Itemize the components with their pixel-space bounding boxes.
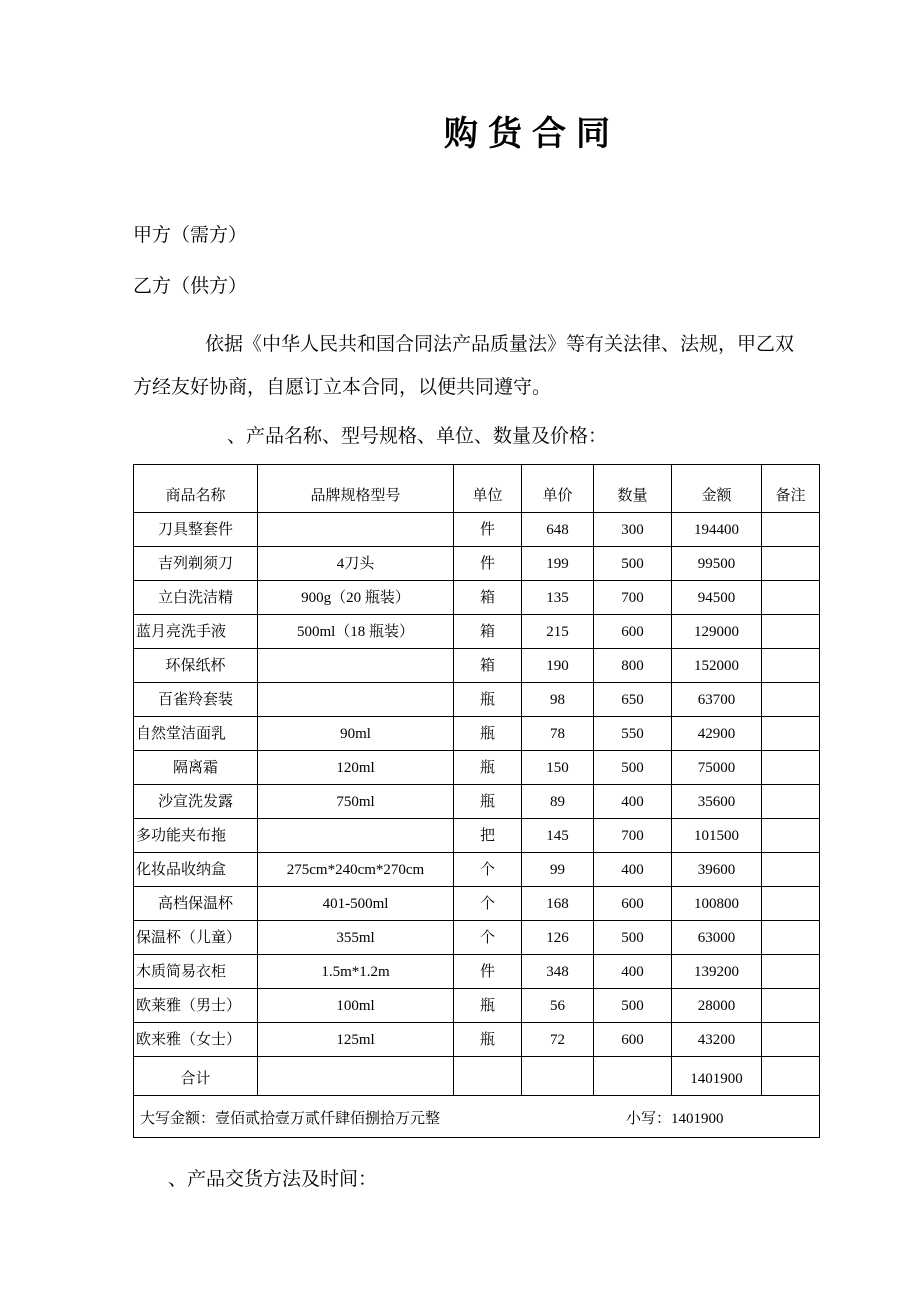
table-cell: 355ml [258, 921, 454, 955]
table-cell: 39600 [672, 853, 762, 887]
table-cell: 800 [594, 649, 672, 683]
table-cell [454, 1057, 522, 1096]
table-cell: 箱 [454, 649, 522, 683]
table-cell: 126 [522, 921, 594, 955]
table-row [134, 955, 820, 989]
table-cell: 28000 [672, 989, 762, 1023]
table-cell: 件 [454, 547, 522, 581]
table-cell: 94500 [672, 581, 762, 615]
table-cell [762, 615, 820, 649]
table-row [134, 547, 820, 581]
table-cell [762, 853, 820, 887]
table-cell: 90ml [258, 717, 454, 751]
table-cell [762, 785, 820, 819]
table-cell: 750ml [258, 785, 454, 819]
table-body [134, 513, 820, 1096]
table-cell: 瓶 [454, 785, 522, 819]
table-cell: 150 [522, 751, 594, 785]
table-row [134, 785, 820, 819]
table-cell: 把 [454, 819, 522, 853]
table-cell: 立白洗洁精 [134, 581, 258, 615]
table-cell: 125ml [258, 1023, 454, 1057]
table-cell [258, 683, 454, 717]
table-cell: 高档保温杯 [134, 887, 258, 921]
table-cell: 欧来雅（女士） [134, 1023, 258, 1057]
intro-line-1: 依据《中华人民共和国合同法产品质量法》等有关法律、法规，甲乙双 [205, 334, 795, 355]
table-row [134, 921, 820, 955]
table-header-cell: 商品名称 [134, 465, 258, 513]
table-cell: 700 [594, 819, 672, 853]
table-row [134, 751, 820, 785]
intro-paragraph [133, 323, 819, 409]
table-cell: 35600 [672, 785, 762, 819]
table-cell [762, 683, 820, 717]
table-cell: 89 [522, 785, 594, 819]
table-cell: 550 [594, 717, 672, 751]
table-cell: 沙宣洗发露 [134, 785, 258, 819]
table-row [134, 819, 820, 853]
amount-words-cell [134, 1096, 820, 1138]
table-cell [762, 717, 820, 751]
table-cell: 600 [594, 1023, 672, 1057]
table-cell: 401-500ml [258, 887, 454, 921]
table-header-row [134, 465, 820, 513]
table-cell [594, 1057, 672, 1096]
table-cell [258, 819, 454, 853]
table-cell: 500 [594, 547, 672, 581]
table-cell: 900g（20 瓶装） [258, 581, 454, 615]
table-cell: 保温杯（儿童） [134, 921, 258, 955]
table-cell: 400 [594, 853, 672, 887]
table-row [134, 1023, 820, 1057]
table-cell: 欧莱雅（男士） [134, 989, 258, 1023]
table-cell: 瓶 [454, 989, 522, 1023]
table-cell: 箱 [454, 615, 522, 649]
table-cell [762, 751, 820, 785]
table-cell: 145 [522, 819, 594, 853]
table-header-cell: 金额 [672, 465, 762, 513]
table-cell [258, 1057, 454, 1096]
document-title: 购货合同 [444, 116, 620, 153]
table-row [134, 683, 820, 717]
table-cell [522, 1057, 594, 1096]
table-cell [258, 513, 454, 547]
table-cell [762, 921, 820, 955]
table-cell [762, 1023, 820, 1057]
table-cell: 63000 [672, 921, 762, 955]
table-cell: 72 [522, 1023, 594, 1057]
amount-in-words: 大写金额：壹佰贰拾壹万贰仟肆佰捌拾万元整 [140, 1111, 441, 1127]
amount-in-figures: 小写：1401900 [626, 1111, 724, 1127]
table-cell: 56 [522, 989, 594, 1023]
table-header-cell: 单位 [454, 465, 522, 513]
table-cell: 个 [454, 921, 522, 955]
table-cell: 139200 [672, 955, 762, 989]
party-a-line: 甲方（需方） [133, 225, 248, 246]
table-cell: 1.5m*1.2m [258, 955, 454, 989]
table-cell: 75000 [672, 751, 762, 785]
table-header-cell: 备注 [762, 465, 820, 513]
intro-line-2: 方经友好协商，自愿订立本合同，以便共同遵守。 [133, 377, 552, 398]
table-cell: 1401900 [672, 1057, 762, 1096]
table-cell: 99500 [672, 547, 762, 581]
table-cell: 隔离霜 [134, 751, 258, 785]
table-cell: 42900 [672, 717, 762, 751]
table-cell: 129000 [672, 615, 762, 649]
table-cell: 600 [594, 887, 672, 921]
table-header-cell: 单价 [522, 465, 594, 513]
table-cell: 152000 [672, 649, 762, 683]
table-cell: 件 [454, 955, 522, 989]
table-cell: 78 [522, 717, 594, 751]
table-cell [762, 989, 820, 1023]
table-cell: 瓶 [454, 683, 522, 717]
table-cell: 化妆品收纳盒 [134, 853, 258, 887]
table-cell: 100ml [258, 989, 454, 1023]
section-heading-products: 、产品名称、型号规格、单位、数量及价格： [227, 426, 608, 447]
table-cell: 500 [594, 751, 672, 785]
amount-words-row [134, 1096, 820, 1138]
table-cell: 194400 [672, 513, 762, 547]
table-cell: 43200 [672, 1023, 762, 1057]
table-cell: 400 [594, 955, 672, 989]
table-cell: 个 [454, 887, 522, 921]
section-heading-delivery: 、产品交货方法及时间： [168, 1169, 378, 1190]
table-cell: 瓶 [454, 751, 522, 785]
table-cell: 300 [594, 513, 672, 547]
table-row [134, 887, 820, 921]
table-cell: 吉列剃须刀 [134, 547, 258, 581]
table-cell: 98 [522, 683, 594, 717]
table-cell [762, 955, 820, 989]
products-table [133, 464, 820, 1138]
table-row [134, 513, 820, 547]
table-row [134, 853, 820, 887]
table-cell [762, 1057, 820, 1096]
table-cell: 自然堂洁面乳 [134, 717, 258, 751]
table-row [134, 581, 820, 615]
table-cell: 500 [594, 989, 672, 1023]
table-cell: 100800 [672, 887, 762, 921]
table-cell: 135 [522, 581, 594, 615]
table-cell: 多功能夹布拖 [134, 819, 258, 853]
table-cell: 101500 [672, 819, 762, 853]
table-cell: 215 [522, 615, 594, 649]
table-cell: 木质简易衣柜 [134, 955, 258, 989]
table-cell [762, 819, 820, 853]
table-cell: 件 [454, 513, 522, 547]
table-cell: 500ml（18 瓶装） [258, 615, 454, 649]
table-cell: 合计 [134, 1057, 258, 1096]
table-row [134, 989, 820, 1023]
table-cell [762, 581, 820, 615]
table-cell: 环保纸杯 [134, 649, 258, 683]
table-cell [762, 547, 820, 581]
table-cell: 700 [594, 581, 672, 615]
table-cell: 400 [594, 785, 672, 819]
party-b-line: 乙方（供方） [133, 276, 248, 297]
table-cell: 瓶 [454, 717, 522, 751]
table-cell: 168 [522, 887, 594, 921]
table-cell: 蓝月亮洗手液 [134, 615, 258, 649]
table-row [134, 717, 820, 751]
table-cell: 275cm*240cm*270cm [258, 853, 454, 887]
table-cell: 348 [522, 955, 594, 989]
table-cell: 650 [594, 683, 672, 717]
table-cell [762, 649, 820, 683]
table-row [134, 649, 820, 683]
table-header-cell: 品牌规格型号 [258, 465, 454, 513]
table-cell [762, 513, 820, 547]
table-cell: 63700 [672, 683, 762, 717]
table-cell [258, 649, 454, 683]
table-cell: 120ml [258, 751, 454, 785]
table-cell: 个 [454, 853, 522, 887]
table-cell [762, 887, 820, 921]
table-total-row [134, 1057, 820, 1096]
table-cell: 4刀头 [258, 547, 454, 581]
table-cell: 199 [522, 547, 594, 581]
table-header-cell: 数量 [594, 465, 672, 513]
table-cell: 600 [594, 615, 672, 649]
table-cell: 500 [594, 921, 672, 955]
table-cell: 190 [522, 649, 594, 683]
table-row [134, 615, 820, 649]
table-cell: 刀具整套件 [134, 513, 258, 547]
table-cell: 百雀羚套装 [134, 683, 258, 717]
table-cell: 99 [522, 853, 594, 887]
table-cell: 瓶 [454, 1023, 522, 1057]
table-cell: 648 [522, 513, 594, 547]
table-cell: 箱 [454, 581, 522, 615]
